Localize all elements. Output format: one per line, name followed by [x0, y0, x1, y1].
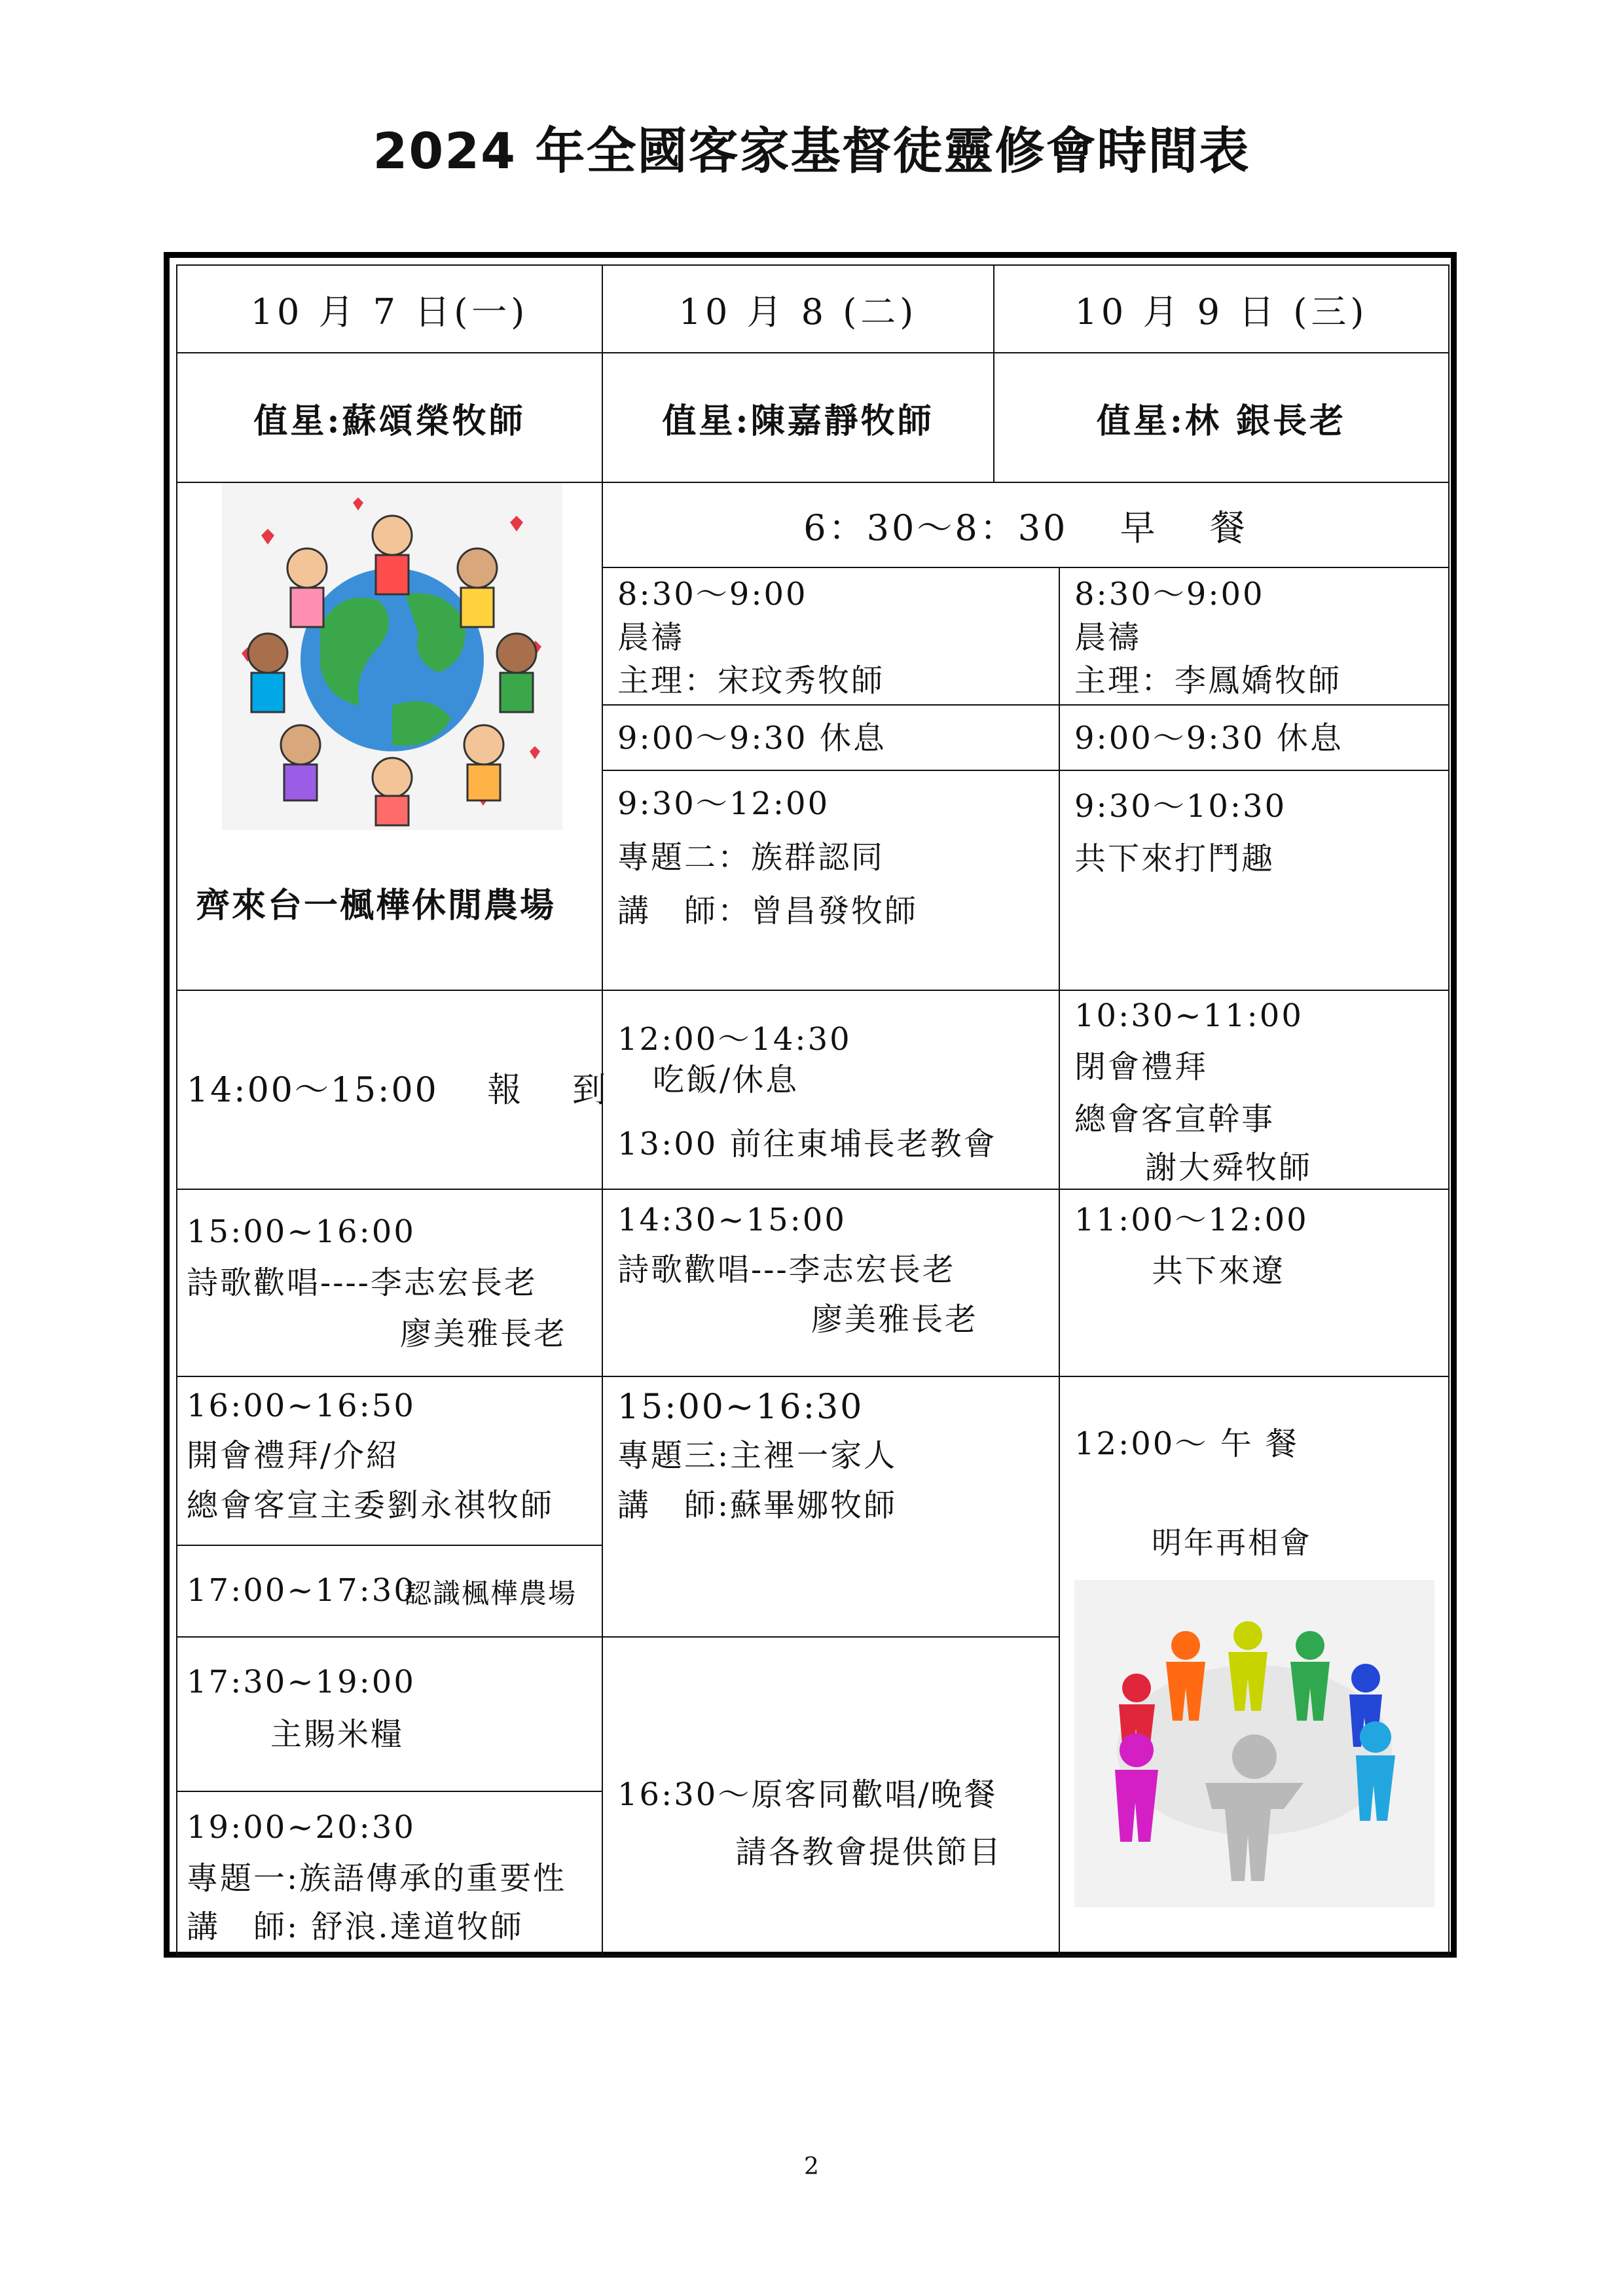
day2-topic2-time: 9:30～12:00 [617, 785, 830, 822]
day2-topic3-line2: 講 師:蘇畢娜牧師 [617, 1487, 898, 1524]
day3-fun-cell [1059, 770, 1450, 991]
breakfast-cell [602, 482, 1450, 568]
day3-duty: 值星:林 銀長老 [993, 352, 1450, 483]
day3-fun-time: 9:30～10:30 [1074, 788, 1287, 825]
day1-opening-time: 16:00~16:50 [187, 1388, 416, 1424]
day2-topic3-time: 15:00~16:30 [617, 1388, 864, 1427]
day1-checkin: 14:00～15:00 報 到 [187, 1071, 608, 1110]
day3-closing-line1: 閉會禮拜 [1074, 1049, 1209, 1085]
day3-prayer-cell [1059, 567, 1450, 706]
day2-worship-cell [602, 1189, 1060, 1377]
day1-farm-text: 認識楓樺農場 [404, 1577, 577, 1609]
day2-topic3-line1: 專題三:主裡一家人 [617, 1437, 898, 1474]
day1-farm-cell [176, 1545, 603, 1638]
day3-fun-text: 共下來打鬥趣 [1074, 840, 1275, 877]
day2-duty: 值星:陳嘉靜牧師 [602, 352, 994, 483]
day3-closing-cell [1059, 990, 1450, 1190]
world-children-illustration [222, 483, 562, 830]
day1-farm-time: 17:00~17:30 [187, 1572, 416, 1609]
day2-lunch-text: 吃飯/休息 [653, 1062, 799, 1098]
day2-topic3-cell [602, 1376, 1060, 1638]
day1-duty: 值星:蘇頌榮牧師 [176, 352, 603, 483]
day2-rest-cell [602, 704, 1060, 771]
day1-opening-line1: 開會禮拜/介紹 [187, 1437, 400, 1474]
day3-lunch-cell [1059, 1376, 1450, 1956]
day1-venue-cell [176, 482, 603, 991]
day1-worship-line1: 詩歌歡唱----李志宏長老 [187, 1265, 538, 1301]
day3-tour-time: 11:00～12:00 [1074, 1202, 1309, 1238]
day3-lunch: 12:00～ 午 餐 [1074, 1426, 1299, 1462]
day2-worship-line2: 廖美雅長老 [811, 1301, 979, 1338]
day3-prayer-time: 8:30～9:00 [1074, 576, 1265, 613]
page-title: 2024 年全國客家基督徒靈修會時間表 [373, 122, 1250, 180]
day2-prayer-cell [602, 567, 1060, 706]
day1-worship-line2: 廖美雅長老 [400, 1316, 568, 1352]
day1-date-header: 10 月 7 日(一) [176, 264, 603, 353]
people-circle-illustration [1074, 1580, 1434, 1907]
day1-topic1-line1: 專題一:族語傳承的重要性 [187, 1860, 567, 1897]
day3-farewell: 明年再相會 [1152, 1525, 1312, 1560]
day2-topic2-line2: 講 師：曾昌發牧師 [617, 893, 919, 929]
day2-prayer-label: 晨禱 [617, 619, 685, 656]
day1-dinner-text: 主賜米糧 [270, 1716, 405, 1753]
day1-opening-cell [176, 1376, 603, 1546]
day1-topic1-time: 19:00~20:30 [187, 1809, 416, 1846]
day3-closing-time: 10:30~11:00 [1074, 997, 1304, 1034]
day2-worship-time: 14:30~15:00 [617, 1202, 847, 1238]
day1-topic1-cell [176, 1791, 603, 1956]
page-number: 2 [804, 2153, 819, 2180]
day2-worship-line1: 詩歌歡唱---李志宏長老 [617, 1251, 956, 1288]
day2-topic2-line1: 專題二：族群認同 [617, 839, 885, 876]
day3-prayer-host: 主理：李鳳嬌牧師 [1074, 662, 1342, 699]
day2-evening-line2: 請各教會提供節目 [735, 1834, 1003, 1871]
day1-checkin-cell [176, 990, 608, 1190]
day3-closing-line3: 謝大舜牧師 [1145, 1149, 1313, 1186]
day3-rest-cell [1059, 704, 1450, 771]
day2-lunch-cell [602, 990, 1060, 1190]
day1-dinner-time: 17:30~19:00 [187, 1664, 416, 1700]
day3-tour-text: 共下來遼 [1152, 1253, 1286, 1289]
day1-dinner-cell [176, 1636, 603, 1792]
day2-lunch-time: 12:00～14:30 [617, 1021, 852, 1058]
breakfast-text: 6：30～8：30 早 餐 [803, 507, 1248, 548]
day1-venue: 齊來台一楓樺休閒農場 [196, 886, 556, 925]
day1-topic1-line2: 講 師: 舒浪.達道牧師 [187, 1909, 524, 1945]
day3-closing-line2: 總會客宣幹事 [1074, 1101, 1275, 1138]
day2-date-header: 10 月 8 (二) [602, 264, 994, 353]
day1-worship-time: 15:00~16:00 [187, 1213, 416, 1250]
day2-church-text: 13:00 前往東埔長老教會 [617, 1126, 997, 1162]
day1-opening-line2: 總會客宣主委劉永祺牧師 [187, 1487, 555, 1524]
day2-evening-line1: 16:30～原客同歡唱/晚餐 [617, 1776, 998, 1813]
day2-prayer-time: 8:30～9:00 [617, 576, 808, 613]
day2-rest: 9:00～9:30 休息 [617, 720, 886, 757]
day2-topic2-cell [602, 770, 1060, 991]
day3-date-header: 10 月 9 日 (三) [993, 264, 1450, 353]
day1-worship-cell [176, 1189, 603, 1377]
day3-rest: 9:00～9:30 休息 [1074, 720, 1343, 757]
day2-evening-cell [602, 1636, 1060, 1956]
day2-prayer-host: 主理：宋玟秀牧師 [617, 662, 885, 699]
day3-prayer-label: 晨禱 [1074, 619, 1142, 656]
schedule-table [164, 252, 1457, 1958]
day3-tour-cell [1059, 1189, 1450, 1377]
